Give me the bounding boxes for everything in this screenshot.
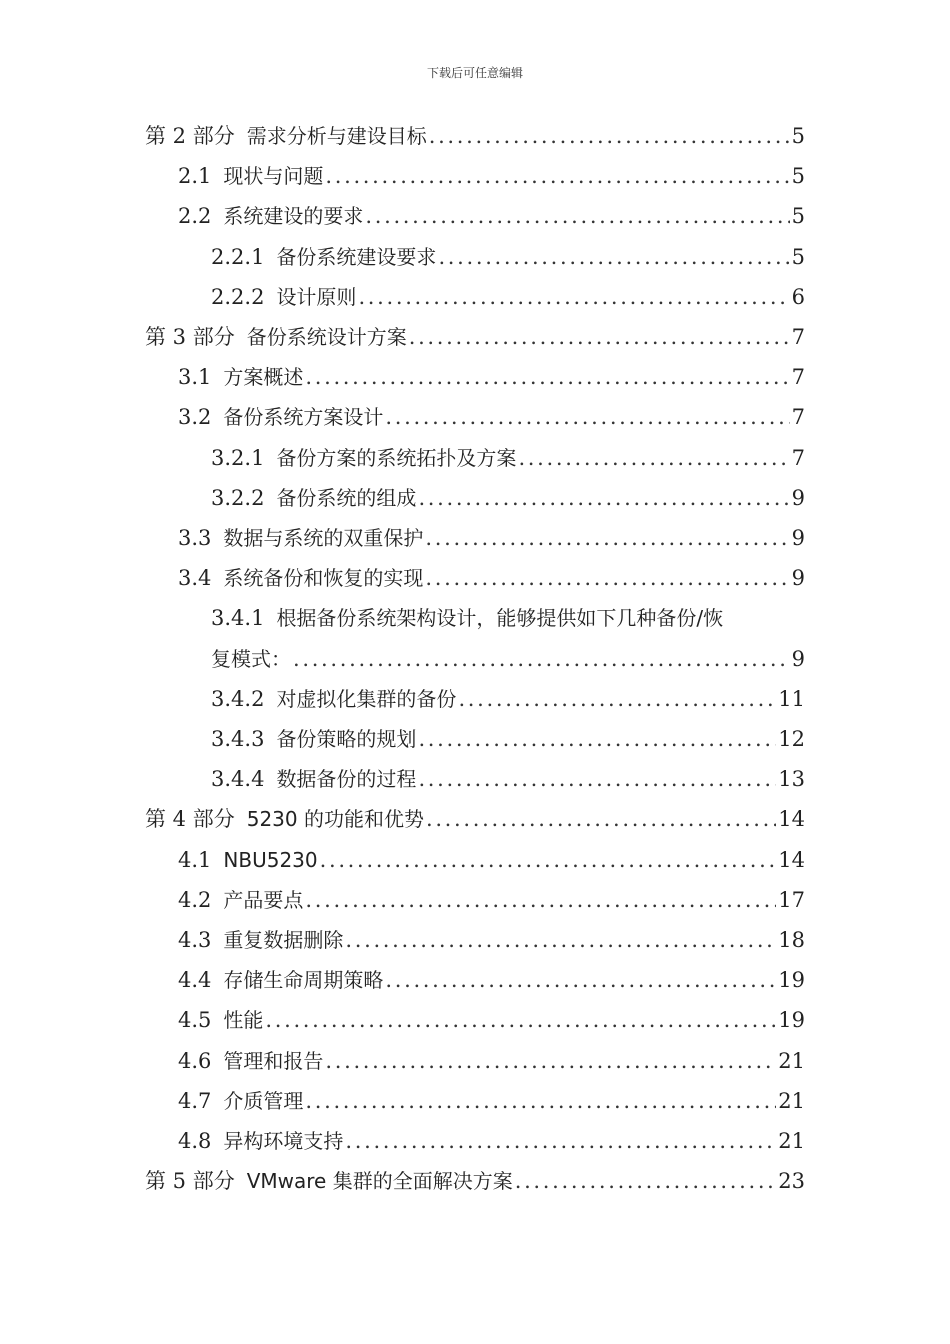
toc-entry-page: 5	[791, 124, 805, 148]
toc-entry[interactable]	[178, 960, 805, 1000]
toc-entry-title: 5230 的功能和优势	[246, 807, 424, 832]
toc-entry-page: 9	[791, 526, 805, 550]
toc-entry-number: 2.1	[178, 164, 212, 189]
toc-entry-title: 系统建设的要求	[223, 204, 364, 229]
toc-entry-title: 备份系统方案设计	[223, 405, 384, 430]
toc-entry-number: 3.2.1	[211, 445, 265, 470]
toc-entry-number: 3.2.2	[211, 485, 265, 510]
dot-leader	[418, 478, 789, 518]
dot-leader	[425, 518, 789, 558]
toc-entry-title: 现状与问题	[223, 164, 324, 189]
toc-entry[interactable]	[211, 719, 805, 759]
toc-entry-page: 21	[778, 1088, 805, 1113]
toc-entry-title: 数据备份的过程	[276, 767, 417, 792]
dot-leader	[325, 156, 789, 196]
dot-leader	[293, 639, 790, 679]
toc-entry-page: 7	[791, 405, 805, 430]
toc-entry-number: 第 5 部分	[145, 1169, 235, 1194]
toc-entry-title: 备份策略的规划	[276, 727, 417, 751]
toc-entry-page: 5	[791, 244, 805, 269]
toc-entry-page: 13	[778, 767, 805, 792]
toc-entry[interactable]	[211, 438, 805, 478]
toc-entry-continuation[interactable]	[211, 639, 805, 679]
toc-entry-title: 备份系统设计方案	[246, 325, 407, 349]
toc-entry-page: 7	[791, 365, 805, 390]
dot-leader	[518, 438, 789, 478]
toc-entry-title-cont: 复模式：	[211, 646, 291, 671]
toc-entry-number: 4.3	[178, 928, 212, 952]
toc-entry-title: VMware 集群的全面解决方案	[246, 1169, 513, 1194]
toc-entry-page: 14	[778, 807, 805, 832]
toc-entry-page: 21	[778, 1129, 805, 1153]
toc-entry[interactable]	[211, 478, 805, 518]
dot-leader	[345, 920, 776, 960]
dot-leader	[515, 1161, 777, 1201]
toc-entry-page: 19	[778, 968, 805, 993]
dot-leader	[409, 317, 790, 357]
toc-entry-page: 12	[778, 727, 805, 751]
toc-entry-title: 根据备份系统架构设计，能够提供如下几种备份/恢	[276, 606, 724, 631]
toc-entry-number: 4.7	[178, 1088, 212, 1113]
toc-entry[interactable]	[145, 1161, 805, 1201]
toc-entry-number: 3.4.4	[211, 767, 265, 792]
toc-entry-title: 备份方案的系统拓扑及方案	[276, 445, 517, 470]
dot-leader	[345, 1121, 776, 1161]
toc-entry[interactable]	[211, 277, 805, 317]
dot-leader	[385, 960, 776, 1000]
toc-entry[interactable]	[178, 880, 805, 920]
toc-entry[interactable]	[178, 156, 805, 196]
toc-entry-number: 第 4 部分	[145, 807, 235, 832]
toc-entry-number: 3.4	[178, 566, 212, 591]
toc-entry-title: NBU5230	[223, 847, 318, 872]
toc-entry-page: 19	[778, 1008, 805, 1033]
toc-entry-title: 介质管理	[223, 1088, 304, 1113]
toc-entry[interactable]	[178, 1041, 805, 1081]
toc-entry[interactable]	[178, 518, 805, 558]
dot-leader	[438, 237, 789, 277]
toc-entry[interactable]	[178, 1000, 805, 1040]
dot-leader	[365, 196, 789, 236]
toc-entry[interactable]	[178, 196, 805, 236]
toc-entry-title: 备份系统的组成	[276, 485, 417, 510]
toc-entry-number: 4.5	[178, 1008, 212, 1033]
dot-leader	[418, 719, 776, 759]
toc-entry-title: 方案概述	[223, 365, 304, 390]
toc-entry-page: 9	[791, 646, 805, 671]
toc-entry[interactable]	[211, 759, 805, 799]
toc-entry-number: 4.2	[178, 887, 212, 912]
toc-entry-number: 2.2.2	[211, 284, 265, 309]
page-header: 下载后可任意编辑	[426, 66, 523, 80]
dot-leader	[305, 1081, 776, 1121]
dot-leader	[305, 880, 776, 920]
toc-entry-title: 管理和报告	[223, 1048, 324, 1073]
toc-entry-title: 设计原则	[276, 284, 357, 309]
toc-entry-title: 性能	[223, 1008, 264, 1033]
toc-entry[interactable]	[178, 920, 805, 960]
toc-entry-page: 7	[791, 445, 805, 470]
toc-entry-title: 数据与系统的双重保护	[223, 526, 424, 550]
toc-entry[interactable]	[178, 1081, 805, 1121]
toc-entry-number: 4.6	[178, 1048, 212, 1073]
toc-entry-number: 第 3 部分	[145, 325, 235, 349]
toc-entry[interactable]	[178, 357, 805, 397]
toc-entry-page: 5	[791, 164, 805, 189]
toc-entry-title: 备份系统建设要求	[276, 244, 437, 269]
toc-entry[interactable]	[211, 679, 805, 719]
toc-entry[interactable]	[145, 116, 805, 156]
toc-entry-title: 对虚拟化集群的备份	[276, 686, 457, 711]
dot-leader	[320, 840, 777, 880]
toc-entry[interactable]	[178, 397, 805, 437]
toc-entry-title: 存储生命周期策略	[223, 968, 384, 993]
toc-entry-number: 3.4.3	[211, 727, 265, 751]
toc-entry-page: 21	[778, 1048, 805, 1073]
toc-entry-number: 3.3	[178, 526, 212, 550]
toc-entry-number: 4.4	[178, 968, 212, 993]
toc-entry-title: 产品要点	[223, 887, 304, 912]
toc-entry-page: 9	[791, 485, 805, 510]
toc-entry-number: 4.8	[178, 1129, 212, 1153]
toc-entry-page: 11	[778, 686, 805, 711]
toc-entry-number: 2.2.1	[211, 244, 265, 269]
dot-leader	[305, 357, 789, 397]
toc-entry-number: 2.2	[178, 204, 212, 229]
dot-leader	[426, 799, 776, 839]
toc-entry-number: 第 2 部分	[145, 124, 235, 148]
dot-leader	[429, 116, 790, 156]
toc-entry-title: 重复数据删除	[223, 928, 344, 952]
toc-entry-number: 4.1	[178, 847, 212, 872]
toc-entry-page: 5	[791, 204, 805, 229]
toc-entry-page: 7	[791, 325, 805, 349]
dot-leader	[358, 277, 789, 317]
toc-entry[interactable]	[145, 317, 805, 357]
toc-entry-number: 3.4.2	[211, 686, 265, 711]
toc-entry-page: 6	[791, 284, 805, 309]
dot-leader	[425, 558, 789, 598]
toc-entry-page: 18	[778, 928, 805, 952]
toc-entry-title: 需求分析与建设目标	[246, 124, 427, 148]
toc-entry-title: 异构环境支持	[223, 1129, 344, 1153]
dot-leader	[458, 679, 776, 719]
toc-entry[interactable]	[211, 237, 805, 277]
toc-entry-number: 3.2	[178, 405, 212, 430]
toc-entry[interactable]	[211, 598, 805, 638]
toc-entry-page: 23	[778, 1169, 805, 1194]
dot-leader	[325, 1041, 776, 1081]
dot-leader	[418, 759, 776, 799]
toc-entry[interactable]	[178, 558, 805, 598]
toc-entry-number: 3.4.1	[211, 606, 265, 631]
toc-entry-title: 系统备份和恢复的实现	[223, 566, 424, 591]
dot-leader	[385, 397, 789, 437]
toc-entry-page: 17	[778, 887, 805, 912]
toc-entry-page: 9	[791, 566, 805, 591]
toc-entry[interactable]	[178, 840, 805, 880]
toc-entry[interactable]	[145, 799, 805, 839]
toc-entry[interactable]	[178, 1121, 805, 1161]
dot-leader	[265, 1000, 776, 1040]
toc-entry-page: 14	[778, 847, 805, 872]
toc-entry-number: 3.1	[178, 365, 212, 390]
